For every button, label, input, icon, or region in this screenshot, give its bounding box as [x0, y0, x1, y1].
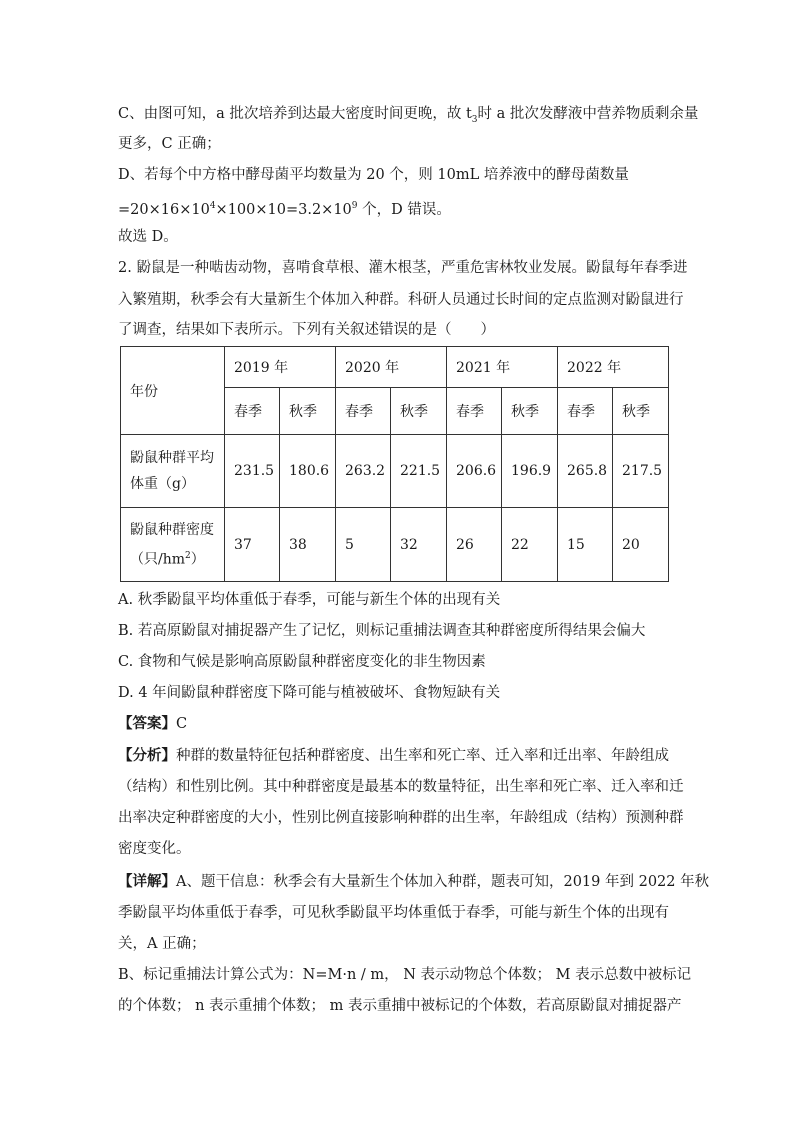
row-label-weight-line2: 体重（g）: [130, 476, 195, 492]
year-2019: 2019 年: [225, 347, 336, 388]
analysis-label: 【分析】: [118, 747, 176, 764]
option-b: B. 若高原鼢鼠对捕捉器产生了记忆，则标记重捕法调查其种群密度所得结果会偏大: [118, 623, 646, 639]
season-cell: 秋季: [391, 388, 447, 435]
question-line-3: 了调查，结果如下表所示。下列有关叙述错误的是（ ）: [118, 322, 495, 338]
table-cell: 263.2: [336, 435, 391, 508]
table-cell: 231.5: [225, 435, 280, 508]
table-cell: 196.9: [502, 435, 558, 508]
answer-label: 【答案】: [118, 715, 176, 732]
analysis-line-2: （结构）和性别比例。其中种群密度是最基本的数量特征，出生率和死亡率、迁入率和迁: [118, 779, 684, 795]
season-cell: 春季: [225, 388, 280, 435]
season-cell: 春季: [558, 388, 613, 435]
answer-line: [118, 714, 678, 734]
season-cell: 春季: [336, 388, 391, 435]
analysis-line-3: 出率决定种群密度的大小，性别比例直接影响种群的出生率，年龄组成（结构）预测种群: [118, 810, 684, 826]
season-cell: 秋季: [613, 388, 669, 435]
option-a: A. 秋季鼢鼠平均体重低于春季，可能与新生个体的出现有关: [118, 592, 501, 608]
table-cell: 26: [447, 508, 502, 582]
question-line-2: 入繁殖期，秋季会有大量新生个体加入种群。科研人员通过长时间的定点监测对鼢鼠进行: [118, 292, 684, 308]
table-cell: 20: [613, 508, 669, 582]
detail-line-1: 【详解】A、题干信息：秋季会有大量新生个体加入种群，题表可知，2019 年到 2022 年秋: [118, 873, 710, 890]
table-cell: 32: [391, 508, 447, 582]
row-header-year: 年份: [121, 347, 225, 435]
table-cell: 15: [558, 508, 613, 582]
option-c: C. 食物和气候是影响高原鼢鼠种群密度变化的非生物因素: [118, 654, 486, 670]
row-label-density-line1: 鼢鼠种群密度: [130, 521, 214, 538]
detail-line-5: 的个体数； n 表示重捕个体数； m 表示重捕中被标记的个体数，若高原鼢鼠对捕捉器产: [118, 998, 682, 1014]
table-cell: 221.5: [391, 435, 447, 508]
detail-line-2: 季鼢鼠平均体重低于春季，可见秋季鼢鼠平均体重低于春季，可能与新生个体的出现有: [118, 905, 669, 921]
answer-value: C: [176, 716, 188, 732]
analysis-line-4: 密度变化。: [118, 841, 191, 857]
table-cell: 37: [225, 508, 280, 582]
year-2022: 2022 年: [558, 347, 669, 388]
text-line-2: 更多，C 正确；: [118, 136, 221, 152]
detail-line-3: 关，A 正确；: [118, 936, 206, 952]
year-2020: 2020 年: [336, 347, 447, 388]
table-cell: 38: [280, 508, 336, 582]
option-d: D. 4 年间鼢鼠种群密度下降可能与植被破坏、食物短缺有关: [118, 685, 501, 701]
table-cell: 265.8: [558, 435, 613, 508]
row-label-weight: [121, 435, 225, 508]
analysis-line-1: 【分析】种群的数量特征包括种群密度、出生率和死亡率、迁入率和迁出率、年龄组成: [118, 747, 669, 764]
season-cell: 秋季: [502, 388, 558, 435]
question-line-1: 2. 鼢鼠是一种啮齿动物，喜啃食草根、灌木根茎，严重危害林牧业发展。鼢鼠每年春季进: [118, 260, 688, 276]
data-table: [120, 346, 669, 582]
detail-line-4: B、标记重捕法计算公式为：N=M·n / m， N 表示动物总个体数； M 表示总数中被标记: [118, 967, 692, 983]
row-label-weight-line1: 鼢鼠种群平均: [130, 450, 214, 466]
row-label-density-line2: （只$/hm^2$）: [130, 550, 205, 568]
table-cell: 217.5: [613, 435, 669, 508]
table-cell: 5: [336, 508, 391, 582]
text-line-4: $=20\times 16\times 10^4\times 100\times 10=3.2\times 10^9$ 个，D 错误。: [118, 201, 451, 218]
table-cell: 206.6: [447, 435, 502, 508]
table-cell: 22: [502, 508, 558, 582]
table-cell: 180.6: [280, 435, 336, 508]
text-line-3: D、若每个中方格中酵母菌平均数量为 20 个，则 10mL 培养液中的酵母菌数量: [118, 167, 629, 183]
text-line-1: C、由图可知，a 批次培养到达最大密度时间更晚，故 $t_3$时 a 批次发酵液中营养物质剩余量: [118, 106, 699, 125]
year-2021: 2021 年: [447, 347, 558, 388]
row-label-density: [121, 508, 225, 582]
season-cell: 春季: [447, 388, 502, 435]
season-cell: 秋季: [280, 388, 336, 435]
detail-label: 【详解】: [118, 873, 176, 890]
text-line-5: 故选 D。: [118, 229, 178, 245]
